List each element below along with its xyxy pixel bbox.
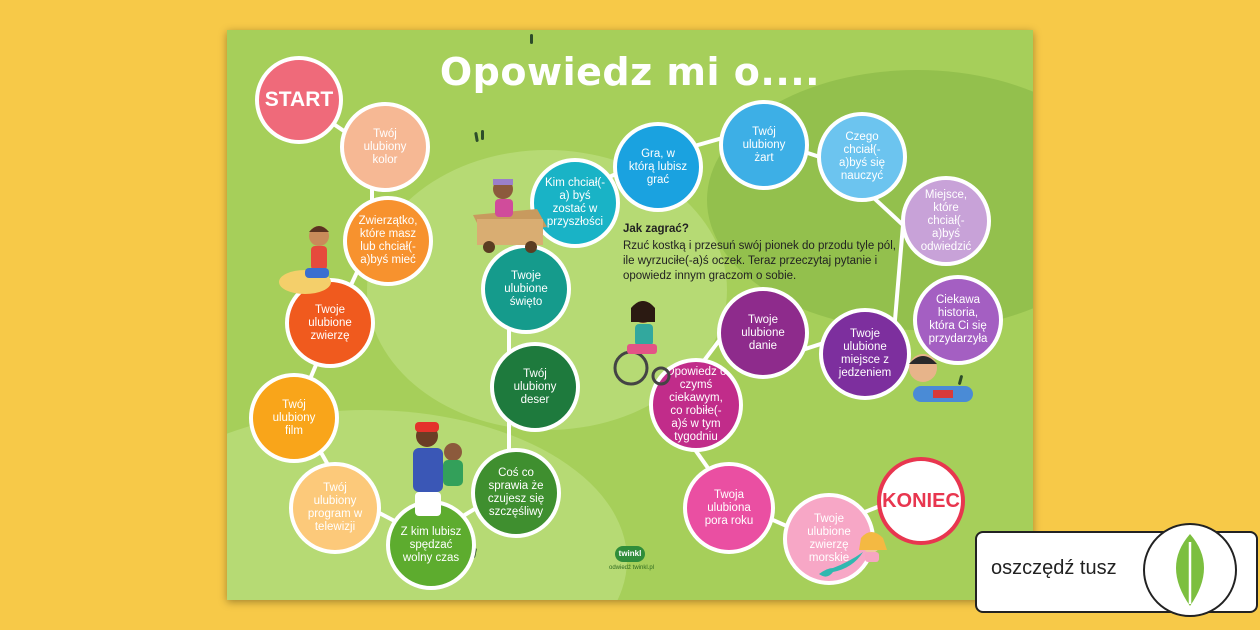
space-1 — [340, 102, 430, 192]
instructions-text: Rzuć kostką i przesuń swój pionek do przodu tyle pól, ile wyrzuciłe(-a)ś oczek. Teraz przeczytaj pytanie i opowiedz innym graczom o sobie. — [623, 240, 896, 282]
space-4 — [249, 373, 339, 463]
space-label: Twoje ulubione zwierzę — [308, 303, 352, 342]
space-9 — [481, 244, 571, 334]
space-label: KONIEC — [882, 489, 960, 512]
space-label: Zwierzątko, które masz lub chciał(-a)byś mieć — [358, 215, 418, 266]
space-11 — [613, 122, 703, 212]
space-5 — [289, 462, 381, 554]
space-label: Twoje ulubione miejsce z jedzeniem — [838, 328, 892, 379]
space-label: Twoje ulubione zwierzę morskie — [807, 513, 851, 564]
space-17 — [717, 287, 809, 379]
boy-reading-illustration — [893, 346, 988, 416]
boy-with-dog-illustration — [275, 220, 355, 300]
space-label: Twoje ulubione danie — [741, 313, 785, 352]
mother-and-child-illustration — [405, 422, 475, 522]
space-label: Ciekawa historia, która Ci się przydarzyła — [928, 294, 988, 345]
girl-in-box-illustration — [467, 175, 552, 255]
space-2 — [343, 196, 433, 286]
ink-saver-label: oszczędź tusz — [991, 557, 1117, 579]
grass-decoration — [481, 130, 484, 140]
space-label: Opowiedz o czymś ciekawym, co robiłe(-a)ś w tym tygodniu — [665, 366, 727, 443]
space-label: Miejsce, które chciał(-a)byś odwiedzić — [920, 188, 972, 253]
space-label: Twoja ulubiona pora roku — [704, 488, 754, 527]
instructions-heading: Jak zagrać? — [623, 223, 689, 235]
board-title: Opowiedz mi o.... — [439, 50, 821, 94]
space-13 — [817, 112, 907, 202]
space-label: Twój ulubiony kolor — [363, 127, 407, 166]
space-19 — [683, 462, 775, 554]
space-label: Twój ulubiony deser — [513, 367, 557, 406]
space-label: START — [264, 88, 334, 111]
space-label: Twój ulubiony film — [272, 398, 316, 437]
space-label: Gra, w którą lubisz grać — [628, 147, 688, 186]
space-7 — [471, 448, 561, 538]
space-14 — [901, 176, 991, 266]
space-label: Coś co sprawia że czujesz się szczęśliwy — [487, 467, 545, 518]
space-12 — [719, 100, 809, 190]
instructions — [623, 222, 903, 284]
ink-saver-toggle[interactable] — [975, 531, 1258, 613]
mermaid-illustration — [813, 528, 913, 588]
space-start — [255, 56, 343, 144]
twinkl-logo: twinkl — [615, 546, 645, 562]
space-label: Z kim lubisz spędzać wolny czas — [400, 525, 462, 564]
grass-decoration — [530, 34, 533, 44]
space-label: Kim chciał(-a) byś zostać w przyszłości — [544, 177, 606, 228]
space-label: Twój ulubiony program w telewizji — [307, 482, 363, 533]
space-label: Czego chciał(-a)byś się nauczyć — [838, 131, 886, 182]
space-8 — [490, 342, 580, 432]
ink-saver-badge[interactable] — [1143, 523, 1237, 617]
space-label: Twoje ulubione święto — [504, 269, 548, 308]
space-label: Twój ulubiony żart — [742, 125, 786, 164]
girl-in-wheelchair-illustration — [611, 298, 681, 388]
leaf-icon — [1160, 532, 1220, 608]
twinkl-url: odwiedź twinkl.pl — [609, 565, 655, 571]
game-board — [227, 30, 1033, 600]
